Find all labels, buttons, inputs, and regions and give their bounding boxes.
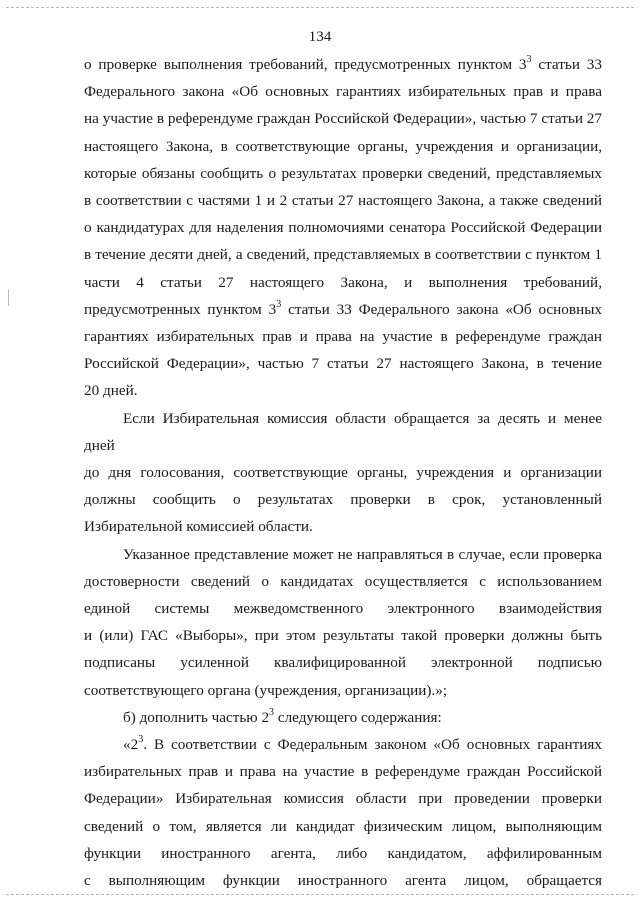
text-line: избирательных прав и права на участие в референдуме граждан Российской bbox=[84, 763, 602, 781]
text-line: до дня голосования, соответствующие органы, учреждения и организации bbox=[84, 464, 602, 482]
text-line: «$2^3$. В соответствии с Федеральным законом «Об основных гарантиях bbox=[123, 734, 602, 754]
text-line: в течение десяти дней, а сведений, представляемых в соответствии с пунктом 1 bbox=[84, 246, 602, 264]
text-line: единой системы межведомственного электронного взаимодействия bbox=[84, 600, 602, 618]
text-line: достоверности сведений о кандидатах осуществляется с использованием bbox=[84, 572, 602, 590]
text-line: и (или) ГАС «Выборы», при этом результаты такой проверки должны быть bbox=[84, 627, 602, 645]
text-line: которые обязаны сообщить о результатах проверки сведений, представляемых bbox=[84, 164, 602, 182]
text-line: соответствующего органа (учреждения, организации).»; bbox=[84, 681, 448, 699]
text-line: настоящего Закона, в соответствующие органы, учреждения и организации, bbox=[84, 137, 602, 155]
margin-mark bbox=[8, 290, 9, 306]
text-line: Федерации» Избирательная комиссия области при проведении проверки bbox=[84, 790, 602, 808]
text-line: сведений о том, является ли кандидат физическим лицом, выполняющим bbox=[84, 817, 602, 835]
text-line: Российской Федерации», частью 7 статьи 27 настоящего Закона, в течение bbox=[84, 355, 602, 373]
text-line: о кандидатурах для наделения полномочиями сенатора Российской Федерации bbox=[84, 219, 602, 237]
text-line: с выполняющим функции иностранного агента лицом, обращается bbox=[84, 872, 602, 890]
text-line: б) дополнить частью $2^3$ следующего содержания: bbox=[123, 706, 442, 726]
text-line: подписаны усиленной квалифицированной электронной подписью bbox=[84, 654, 602, 672]
text-line: о проверке выполнения требований, предусмотренных пунктом $3^3$ статьи 33 bbox=[84, 53, 602, 73]
page-number: 134 bbox=[308, 28, 332, 45]
text-line: Избирательной комиссией области. bbox=[84, 518, 313, 536]
text-line: Указанное представление может не направляться в случае, если проверка bbox=[123, 545, 602, 563]
bottom-dashed-border bbox=[6, 894, 634, 895]
text-line: функции иностранного агента, либо кандидатом, аффилированным bbox=[84, 844, 602, 862]
text-line: 20 дней. bbox=[84, 382, 138, 400]
text-line: в соответствии с частями 1 и 2 статьи 27 настоящего Закона, а также сведений bbox=[84, 192, 602, 210]
text-line: на участие в референдуме граждан Российской Федерации», частью 7 статьи 27 bbox=[84, 110, 602, 128]
document-body bbox=[84, 51, 602, 894]
text-line: части 4 статьи 27 настоящего Закона, и выполнения требований, bbox=[84, 273, 602, 291]
text-line: гарантиях избирательных прав и права на участие в референдуме граждан bbox=[84, 328, 602, 346]
text-line: предусмотренных пунктом $3^3$ статьи 33 Федерального закона «Об основных bbox=[84, 298, 602, 318]
top-dashed-border bbox=[6, 7, 634, 8]
text-line: Федерального закона «Об основных гарантиях избирательных прав и права bbox=[84, 83, 602, 101]
text-line: должны сообщить о результатах проверки в срок, установленный bbox=[84, 491, 602, 509]
text-line: Если Избирательная комиссия области обращается за десять и менее дней bbox=[84, 409, 602, 454]
